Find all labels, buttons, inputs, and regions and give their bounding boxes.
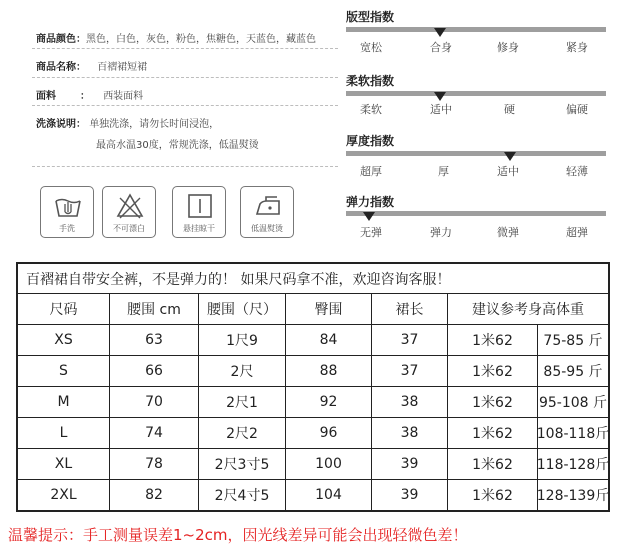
table-header-cell: 腰围 cm (110, 294, 199, 325)
info-value: 单独洗涤，请勿长时间浸泡， (89, 119, 220, 130)
table-cell: 1米62 (448, 325, 538, 356)
table-cell: 66 (110, 356, 199, 387)
divider (32, 105, 338, 106)
table-cell: M (18, 387, 110, 418)
index-label: 修身 (497, 41, 519, 54)
table-cell: 1米62 (448, 480, 538, 510)
table-cell: L (18, 418, 110, 449)
table-cell: 88 (286, 356, 372, 387)
info-label: 商品颜色 (36, 34, 76, 45)
index-label: 偏硬 (566, 103, 588, 116)
index-label: 超厚 (360, 165, 382, 178)
table-cell: 1尺9 (199, 325, 286, 356)
low-iron-icon (254, 192, 282, 220)
hang-dry-icon (186, 192, 214, 220)
index-label: 紧身 (566, 41, 588, 54)
table-cell: 1米62 (448, 449, 538, 480)
table-cell: 2尺1 (199, 387, 286, 418)
table-cell: 1米62 (448, 387, 538, 418)
table-cell: 95-108 斤 (538, 387, 608, 418)
index-bar (346, 27, 606, 32)
index-label: 宽松 (360, 41, 382, 54)
index-label: 微弹 (497, 226, 519, 239)
divider (32, 166, 338, 167)
table-cell: 2XL (18, 480, 110, 510)
table-cell: 108-118斤 (538, 418, 608, 449)
table-cell: 2尺2 (199, 418, 286, 449)
index-label: 厚 (438, 165, 449, 178)
table-cell: 96 (286, 418, 372, 449)
index-bar (346, 151, 606, 156)
info-color: 商品颜色：黑色，白色，灰色，粉色，焦糖色，天蓝色，藏蓝色 (36, 30, 316, 45)
info-value: 最高水温30度，常规洗涤，低温熨烫 (96, 140, 259, 151)
index-label: 无弹 (360, 226, 382, 239)
index-label: 适中 (497, 165, 519, 178)
table-cell: 84 (286, 325, 372, 356)
info-wash-line2 (96, 136, 259, 151)
table-cell: 39 (372, 480, 448, 510)
size-table-title: 百褶裙自带安全裤，不是弹力的！ 如果尺码拿不准，欢迎咨询客服！ (18, 264, 608, 294)
table-header-cell: 建议参考身高体重 (448, 294, 608, 325)
index-marker (434, 28, 446, 37)
hand-wash-icon (54, 192, 82, 220)
table-cell: XL (18, 449, 110, 480)
table-cell: 75-85 斤 (538, 325, 608, 356)
info-label: 洗涤说明 (36, 119, 76, 130)
info-fabric: 面料 ： 西装面料 (36, 87, 143, 102)
table-cell: 63 (110, 325, 199, 356)
info-name: 商品名称： 百褶裙短裙 (36, 58, 147, 73)
table-header-cell: 臀围 (286, 294, 372, 325)
index-title: 版型指数 (346, 10, 395, 24)
info-label: 商品名称 (36, 62, 76, 73)
index-bar (346, 91, 606, 96)
index-label: 硬 (504, 103, 515, 116)
table-cell: 85-95 斤 (538, 356, 608, 387)
index-title: 弹力指数 (346, 195, 395, 209)
table-cell: S (18, 356, 110, 387)
index-marker (434, 92, 446, 101)
table-cell: 38 (372, 387, 448, 418)
table-cell: 2尺3寸5 (199, 449, 286, 480)
table-cell: 37 (372, 325, 448, 356)
index-label: 弹力 (430, 226, 452, 239)
table-cell: 2尺 (199, 356, 286, 387)
care-label: 不可漂白 (113, 224, 145, 233)
table-cell: 70 (110, 387, 199, 418)
care-hang-dry (172, 186, 226, 238)
index-bar (346, 211, 606, 216)
table-cell: 1米62 (448, 418, 538, 449)
index-title: 厚度指数 (346, 134, 395, 148)
table-cell: 1米62 (448, 356, 538, 387)
info-value: 百褶裙短裙 (97, 62, 148, 73)
table-header-cell: 腰围（尺） (199, 294, 286, 325)
index-label: 柔软 (360, 103, 382, 116)
info-label: 面料 (36, 91, 56, 102)
index-label: 超弹 (566, 226, 588, 239)
info-wash: 洗涤说明： 单独洗涤，请勿长时间浸泡， (36, 115, 219, 130)
table-cell: XS (18, 325, 110, 356)
measurement-tip: 温馨提示：手工测量误差1~2cm，因光线差异可能会出现轻微色差！ (8, 526, 468, 544)
care-label: 手洗 (59, 224, 75, 233)
index-marker (504, 152, 516, 161)
table-cell: 39 (372, 449, 448, 480)
index-label: 合身 (430, 41, 452, 54)
table-cell: 118-128斤 (538, 449, 608, 480)
table-cell: 2尺4寸5 (199, 480, 286, 510)
table-cell: 128-139斤 (536, 488, 610, 504)
table-cell: 104 (286, 480, 372, 510)
no-bleach-icon (116, 192, 144, 220)
care-low-iron (240, 186, 294, 238)
table-header-cell: 尺码 (18, 294, 110, 325)
table-cell: 92 (286, 387, 372, 418)
divider (32, 48, 338, 49)
table-cell: 78 (110, 449, 199, 480)
care-no-bleach (102, 186, 156, 238)
table-header-cell: 裙长 (372, 294, 448, 325)
table-cell: 38 (372, 418, 448, 449)
table-cell: 74 (110, 418, 199, 449)
care-hand-wash (40, 186, 94, 238)
index-label: 适中 (430, 103, 452, 116)
care-label: 低温熨烫 (251, 224, 283, 233)
table-cell: 37 (372, 356, 448, 387)
info-value: 黑色，白色，灰色，粉色，焦糖色，天蓝色，藏蓝色 (86, 34, 316, 45)
size-table (16, 262, 610, 512)
info-value: 西装面料 (103, 91, 144, 102)
index-marker (363, 212, 375, 221)
index-title: 柔软指数 (346, 74, 395, 88)
index-label: 轻薄 (566, 165, 588, 178)
care-label: 悬挂晾干 (183, 224, 215, 233)
table-cell: 82 (110, 480, 199, 510)
table-cell: 100 (286, 449, 372, 480)
divider (32, 77, 338, 78)
